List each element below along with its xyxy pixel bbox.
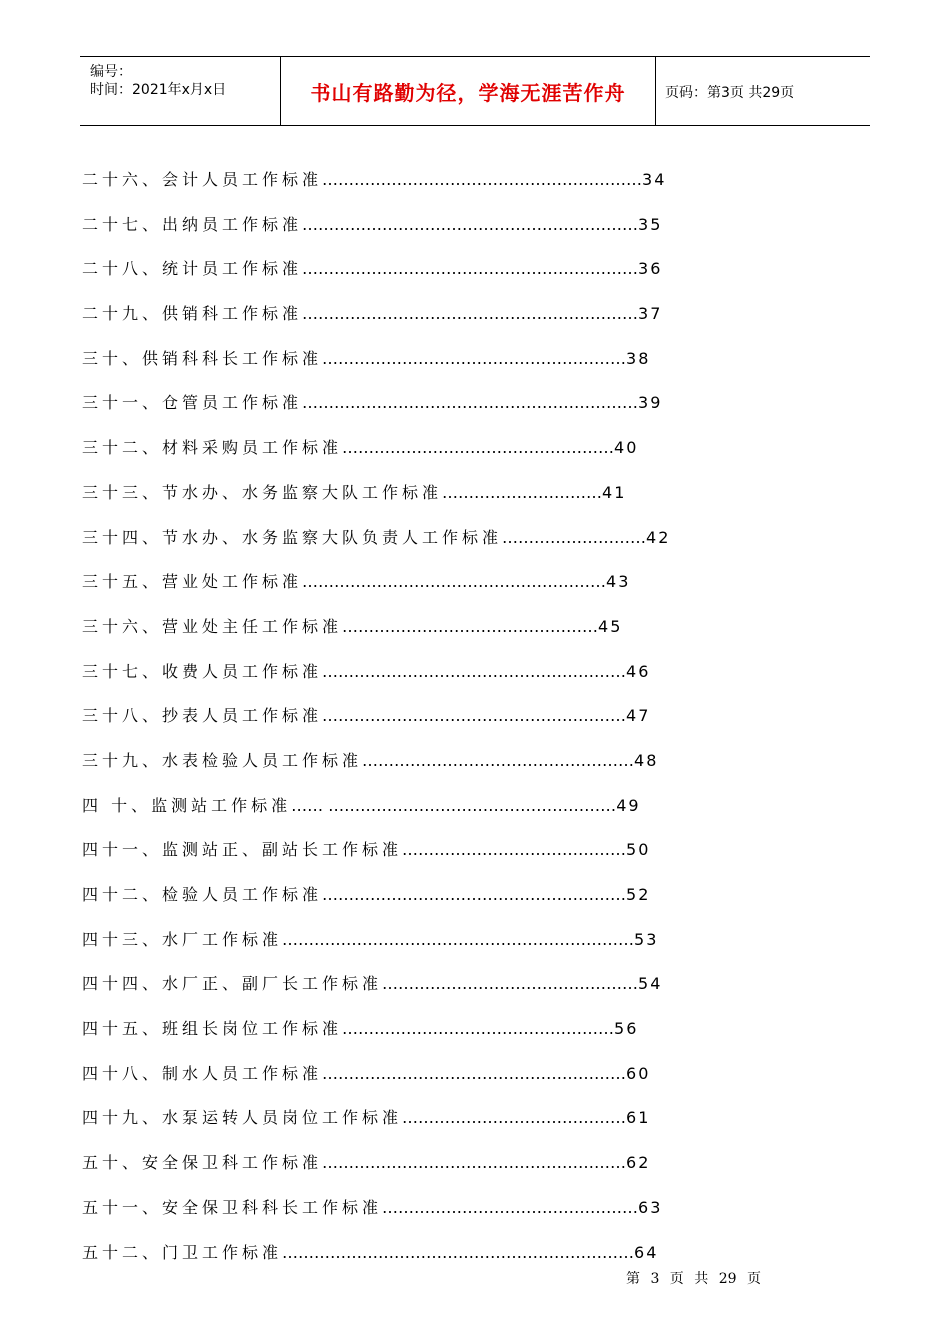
toc-entry[interactable]: [82, 165, 702, 210]
toc-entry-title: 三十五、营业处工作标准: [82, 572, 303, 592]
toc-entry[interactable]: [82, 612, 702, 657]
toc-entry-title: 三十六、营业处主任工作标准: [82, 616, 343, 636]
toc-entry-page-number: 47: [626, 706, 651, 726]
toc-entry-leader-dots: ………………………………………………………: [302, 214, 639, 234]
toc-entry-page-number: 45: [598, 616, 623, 636]
toc-entry-leader-dots: …………………………………………: [382, 974, 639, 994]
toc-entry-leader-dots: …………………………………………: [382, 1197, 639, 1217]
toc-entry-page-number: 34: [642, 170, 667, 189]
toc-entry[interactable]: [82, 835, 702, 880]
toc-entry[interactable]: [82, 299, 702, 344]
toc-entry-title: 二十六、会计人员工作标准: [82, 170, 323, 189]
toc-entry[interactable]: [82, 880, 702, 925]
header-meta-cell: [80, 57, 280, 125]
toc-entry[interactable]: [82, 1014, 702, 1059]
toc-entry-title: 三十四、节水办、水务监察大队负责人工作标准: [82, 527, 503, 547]
toc-entry-leader-dots: …………………………: [442, 482, 603, 502]
toc-entry-title: 五十、安全保卫科工作标准: [82, 1153, 323, 1173]
toc-entry-title: 三十八、抄表人员工作标准: [82, 706, 323, 726]
header-motto: 书山有路勤为径，学海无涯苦作舟: [310, 81, 626, 105]
toc-entry-leader-dots: ………………………………………………………: [302, 393, 639, 413]
toc-entry[interactable]: [82, 1103, 702, 1148]
toc-entry-page-number: 64: [634, 1242, 659, 1262]
toc-entry-title: 四十四、水厂正、副厂长工作标准: [82, 974, 383, 994]
toc-entry-leader-dots: …………………………………………………: [322, 1063, 627, 1083]
toc-entry-title: 二十八、统计员工作标准: [82, 259, 303, 279]
toc-entry-leader-dots: ……………………………………………………: [322, 170, 643, 189]
toc-entry-page-number: 49: [616, 795, 641, 815]
toc-entry-leader-dots: …………………………………………: [342, 616, 599, 636]
toc-entry-page-number: 46: [626, 661, 651, 681]
toc-entry[interactable]: [82, 433, 702, 478]
toc-entry-title: 三十三、节水办、水务监察大队工作标准: [82, 482, 443, 502]
table-of-contents: [82, 165, 702, 1282]
toc-entry[interactable]: [82, 657, 702, 702]
toc-entry-page-number: 50: [626, 840, 651, 860]
toc-entry-title: 三十一、仓管员工作标准: [82, 393, 303, 413]
toc-entry-leader-dots: …………………………………………………: [322, 885, 627, 904]
toc-entry-leader-dots: …………………………………………………: [322, 348, 627, 368]
toc-entry-leader-dots: …………………………………………………: [322, 1153, 627, 1173]
toc-entry-leader-dots: ……………………………………………: [342, 438, 615, 458]
toc-entry-title: 四十一、监测站正、副站长工作标准: [82, 840, 403, 860]
toc-entry-page-number: 63: [638, 1197, 663, 1217]
toc-entry-page-number: 40: [614, 438, 639, 458]
toc-entry-page-number: 62: [626, 1153, 651, 1173]
toc-entry-title: 三十九、水表检验人员工作标准: [82, 750, 363, 770]
document-number-label: 编号：: [90, 64, 132, 80]
toc-entry-title: 四十五、班组长岗位工作标准: [82, 1019, 343, 1039]
toc-entry[interactable]: [82, 746, 702, 791]
page-footer: 第 3 页 共 29 页: [626, 1271, 761, 1287]
toc-entry-title: 二十七、出纳员工作标准: [82, 214, 303, 234]
toc-entry-page-number: 53: [634, 929, 659, 949]
toc-entry-page-number: 52: [626, 885, 651, 904]
toc-entry-page-number: 36: [638, 259, 663, 279]
toc-entry[interactable]: [82, 210, 702, 255]
toc-entry[interactable]: [82, 1193, 702, 1238]
document-date-label: 时间：2021年x月x日: [90, 82, 227, 98]
toc-entry-page-number: 37: [638, 304, 663, 324]
toc-entry-leader-dots: …………………………………………………: [322, 706, 627, 726]
toc-entry-leader-dots: ……………………………………: [402, 1108, 627, 1128]
header-page-label: 页码：第3页 共29页: [665, 85, 795, 101]
toc-entry-title: 四十九、水泵运转人员岗位工作标准: [82, 1108, 403, 1128]
page-header: [80, 56, 870, 126]
toc-entry[interactable]: [82, 344, 702, 389]
toc-entry-leader-dots: ………………………………………………………: [302, 304, 639, 324]
toc-entry[interactable]: [82, 388, 702, 433]
toc-entry-title: 五十一、安全保卫科科长工作标准: [82, 1197, 383, 1217]
toc-entry-title: 三十七、收费人员工作标准: [82, 661, 323, 681]
toc-entry-title: 三十、供销科科长工作标准: [82, 348, 323, 368]
toc-entry-leader-dots: …………………………………………………………: [282, 929, 635, 949]
toc-entry-leader-dots: ………………………: [502, 527, 647, 547]
header-motto-cell: [280, 57, 656, 125]
toc-entry-page-number: 60: [626, 1063, 651, 1083]
toc-entry-title: 三十二、材料采购员工作标准: [82, 438, 343, 458]
toc-entry-page-number: 56: [614, 1019, 639, 1039]
toc-entry-title: 四十八、制水人员工作标准: [82, 1063, 323, 1083]
toc-entry[interactable]: [82, 523, 702, 568]
toc-entry-page-number: 41: [602, 482, 627, 502]
toc-entry-page-number: 54: [638, 974, 663, 994]
toc-entry[interactable]: [82, 254, 702, 299]
toc-entry-leader-dots: ……………………………………………: [342, 1019, 615, 1039]
toc-entry-title: 四十三、水厂工作标准: [82, 929, 283, 949]
toc-entry[interactable]: [82, 478, 702, 523]
toc-entry-leader-dots: ……………………………………………: [362, 750, 635, 770]
toc-entry-page-number: 61: [626, 1108, 651, 1128]
toc-entry-page-number: 35: [638, 214, 663, 234]
toc-entry-page-number: 48: [634, 750, 659, 770]
toc-entry-page-number: 38: [626, 348, 651, 368]
toc-entry[interactable]: [82, 925, 702, 970]
toc-entry[interactable]: [82, 969, 702, 1014]
toc-entry-leader-dots: …… ………………………………………………: [291, 795, 617, 815]
toc-entry[interactable]: [82, 1238, 702, 1283]
toc-entry[interactable]: [82, 1148, 702, 1193]
toc-entry[interactable]: [82, 791, 702, 836]
toc-entry-title: 四 十、监测站工作标准: [82, 795, 292, 815]
toc-entry-title: 四十二、检验人员工作标准: [82, 885, 323, 904]
toc-entry-page-number: 42: [646, 527, 671, 547]
toc-entry-leader-dots: ………………………………………………………: [302, 259, 639, 279]
toc-entry-leader-dots: …………………………………………………………: [282, 1242, 635, 1262]
toc-entry[interactable]: [82, 567, 702, 612]
toc-entry-title: 二十九、供销科工作标准: [82, 304, 303, 324]
toc-entry-leader-dots: ……………………………………: [402, 840, 627, 860]
toc-entry[interactable]: [82, 1059, 702, 1104]
toc-entry[interactable]: [82, 701, 702, 746]
toc-entry-page-number: 43: [606, 572, 631, 592]
toc-entry-title: 五十二、门卫工作标准: [82, 1242, 283, 1262]
toc-entry-leader-dots: …………………………………………………: [302, 572, 607, 592]
toc-entry-page-number: 39: [638, 393, 663, 413]
header-page-cell: [655, 57, 870, 125]
toc-entry-leader-dots: …………………………………………………: [322, 661, 627, 681]
